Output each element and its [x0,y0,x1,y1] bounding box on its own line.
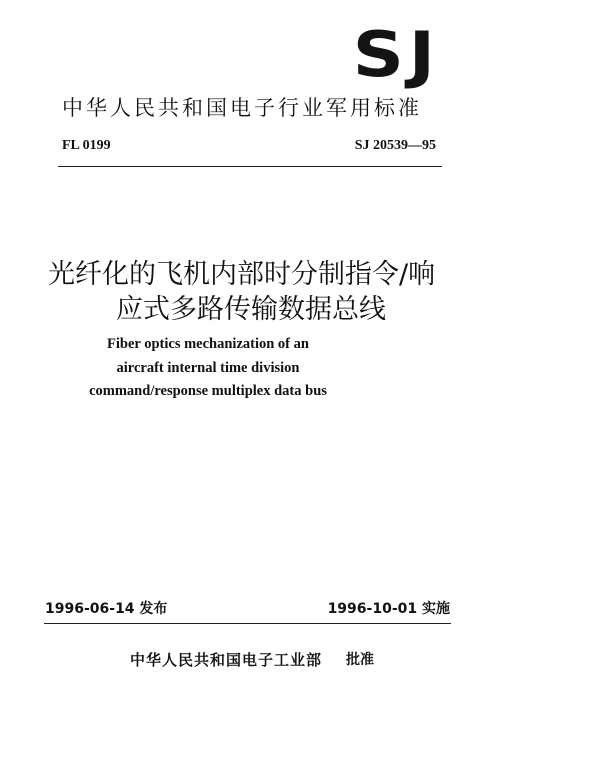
approving-authority: 中华人民共和国电子工业部 [130,651,323,669]
title-cn-line-1: 光纤化的飞机内部时分制指令/响 [48,259,436,290]
header-divider [58,166,442,167]
approval-label: 批准 [346,652,374,668]
issue-date: 1996-06-14 发布 [45,601,168,617]
footer-divider [44,623,451,624]
classification-code: FL 0199 [62,138,111,153]
standard-number: SJ 20539—95 [354,138,436,153]
implementation-date: 1996-10-01 实施 [327,601,450,617]
sj-logo: SJ [352,18,440,91]
org-title: 中华人民共和国电子行业军用标准 [62,96,422,120]
title-cn-line-2: 应式多路传输数据总线 [116,294,386,325]
title-en-line-1: Fiber optics mechanization of an [107,336,309,352]
title-en-line-2: aircraft internal time division [116,360,300,376]
title-en-line-3: command/response multiplex data bus [89,383,327,399]
